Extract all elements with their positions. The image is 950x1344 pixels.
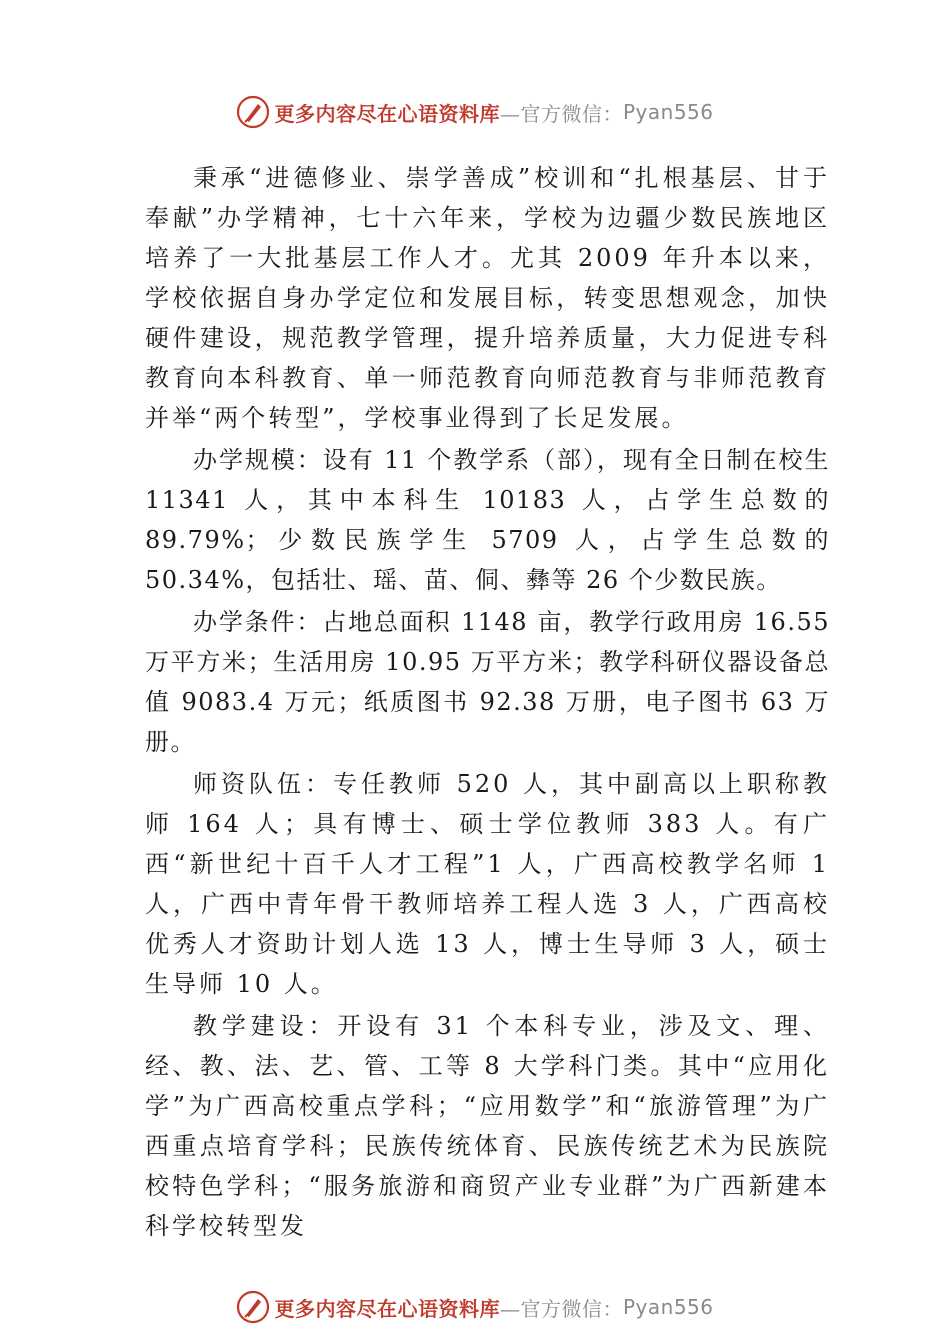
- paragraph-scale: 办学规模：设有 11 个教学系（部），现有全日制在校生 11341 人，其中本科生 10183 人，占学生总数的 89.79%；少数民族学生 5709 人，占学生总数的 50.34%，包括壮、瑶、苗、侗、彝等 26 个少数民族。: [145, 446, 830, 594]
- quill-seal-icon: [236, 1290, 270, 1324]
- paragraph-faculty: 师资队伍：专任教师 520 人，其中副高以上职称教师 164 人；具有博士、硕士学位教师 383 人。有广西“新世纪十百千人才工程”1 人，广西高校教学名师 1 人，广西中青年骨干教师培养工程人选 3 人，广西高校优秀人才资助计划人选 13 人，博士生导师 3 人，硕士生导师 10 人。: [145, 770, 830, 998]
- banner-tagline: —官方微信：: [499, 1296, 623, 1321]
- banner-tagline: —官方微信：: [499, 101, 623, 126]
- header-banner: [0, 95, 950, 129]
- banner-brand: 更多内容尽在心语资料库: [274, 101, 500, 126]
- quill-seal-icon: [236, 95, 270, 129]
- banner-handle: Pyan556: [622, 100, 714, 124]
- banner-brand: 更多内容尽在心语资料库: [274, 1296, 500, 1321]
- paragraph-teaching: 教学建设：开设有 31 个本科专业，涉及文、理、经、教、法、艺、管、工等 8 大学科门类。其中“应用化学”为广西高校重点学科；“应用数学”和“旅游管理”为广西重点培育学科；民族传统体育、民族传统艺术为民族院校特色学科；“服务旅游和商贸产业专业群”为广西新建本科学校转型发: [145, 1012, 830, 1240]
- document-body: [145, 158, 830, 1248]
- footer-banner: [0, 1290, 950, 1324]
- paragraph-conditions: 办学条件：占地总面积 1148 亩，教学行政用房 16.55 万平方米；生活用房 10.95 万平方米；教学科研仪器设备总值 9083.4 万元；纸质图书 92.38 万册，电子图书 63 万册。: [145, 608, 830, 756]
- paragraph-intro: 秉承“进德修业、崇学善成”校训和“扎根基层、甘于奉献”办学精神，七十六年来，学校为边疆少数民族地区培养了一大批基层工作人才。尤其 2009 年升本以来，学校依据自身办学定位和发展目标，转变思想观念，加快硬件建设，规范教学管理，提升培养质量，大力促进专科教育向本科教育、单一师范教育向师范教育与非师范教育并举“两个转型”，学校事业得到了长足发展。: [145, 164, 830, 432]
- banner-handle: Pyan556: [622, 1295, 714, 1319]
